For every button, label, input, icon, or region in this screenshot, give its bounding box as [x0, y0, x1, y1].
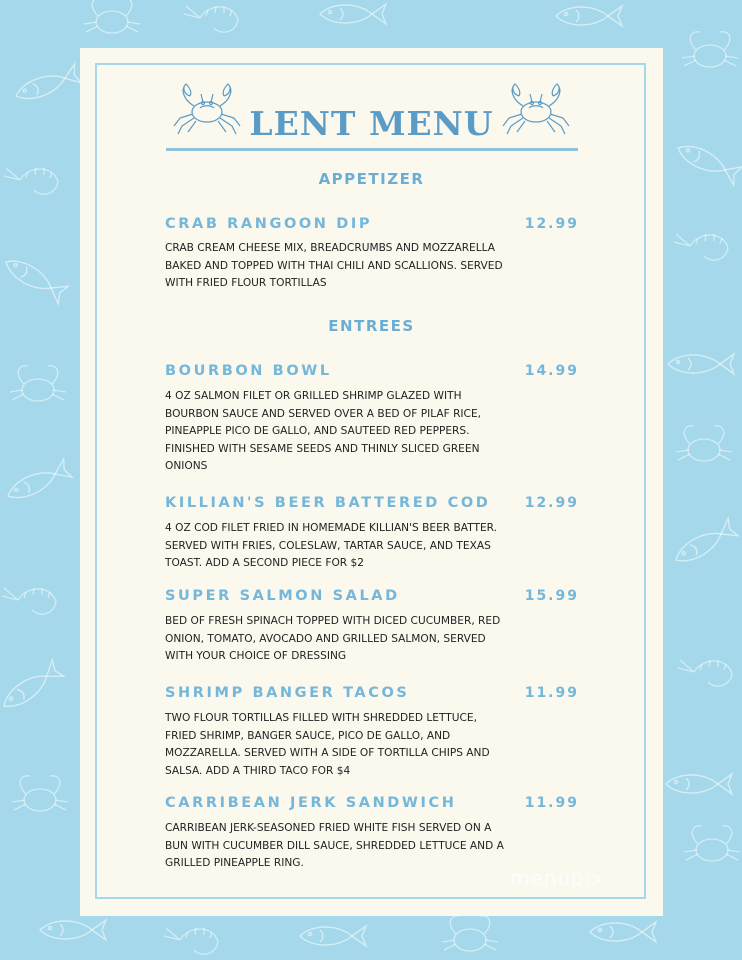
item-price: 14.99 — [524, 363, 579, 379]
item-price: 12.99 — [524, 216, 579, 232]
item-name: SHRIMP BANGER TACOS — [165, 685, 410, 701]
watermark-logo: menupix — [510, 866, 605, 890]
item-description: CRAB CREAM CHEESE MIX, BREADCRUMBS AND MOZZARELLA BAKED AND TOPPED WITH THAI CHILI AND SCALLIONS. SERVED WITH FRIED FLOUR TORTILLAS — [165, 242, 503, 289]
item-description: CARRIBEAN JERK-SEASONED FRIED WHITE FISH SERVED ON A BUN WITH CUCUMBER DILL SAUCE, SHREDDED LETTUCE AND A GRILLED PINEAPPLE RING. — [165, 822, 504, 869]
item-name: CRAB RANGOON DIP — [165, 216, 373, 232]
item-description: 4 OZ COD FILET FRIED IN HOMEMADE KILLIAN'S BEER BATTER. SERVED WITH FRIES, COLESLAW, TARTAR SAUCE, AND TEXAS TOAST. ADD A SECOND PIECE FOR $2 — [165, 522, 497, 569]
item-description: TWO FLOUR TORTILLAS FILLED WITH SHREDDED LETTUCE, FRIED SHRIMP, BANGER SAUCE, PICO DE GALLO, AND MOZZARELLA. SERVED WITH A SIDE OF TORTILLA CHIPS AND SALSA. ADD A THIRD TACO FOR $4 — [165, 712, 490, 777]
item-price: 11.99 — [524, 685, 579, 701]
section-heading-entrees: ENTREES — [328, 317, 415, 335]
item-price: 15.99 — [524, 588, 579, 604]
item-name: BOURBON BOWL — [165, 363, 332, 379]
menu-card — [80, 48, 663, 916]
title-divider — [166, 148, 578, 151]
item-price: 12.99 — [524, 495, 579, 511]
item-description: BED OF FRESH SPINACH TOPPED WITH DICED CUCUMBER, RED ONION, TOMATO, AVOCADO AND GRILLED SALMON, SERVED WITH YOUR CHOICE OF DRESSING — [165, 615, 501, 662]
item-description: 4 OZ SALMON FILET OR GRILLED SHRIMP GLAZED WITH BOURBON SAUCE AND SERVED OVER A BED OF PILAF RICE, PINEAPPLE PICO DE GALLO, AND SAUTEED RED PEPPERS. FINISHED WITH SESAME SEEDS AND THINLY SLICED GREEN ONIONS — [165, 390, 482, 472]
menu-title: LENT MENU — [249, 104, 494, 143]
item-name: CARRIBEAN JERK SANDWICH — [165, 795, 457, 811]
section-heading-appetizer: APPETIZER — [318, 170, 425, 188]
item-name: KILLIAN'S BEER BATTERED COD — [165, 495, 491, 511]
item-name: SUPER SALMON SALAD — [165, 588, 400, 604]
item-price: 11.99 — [524, 795, 579, 811]
